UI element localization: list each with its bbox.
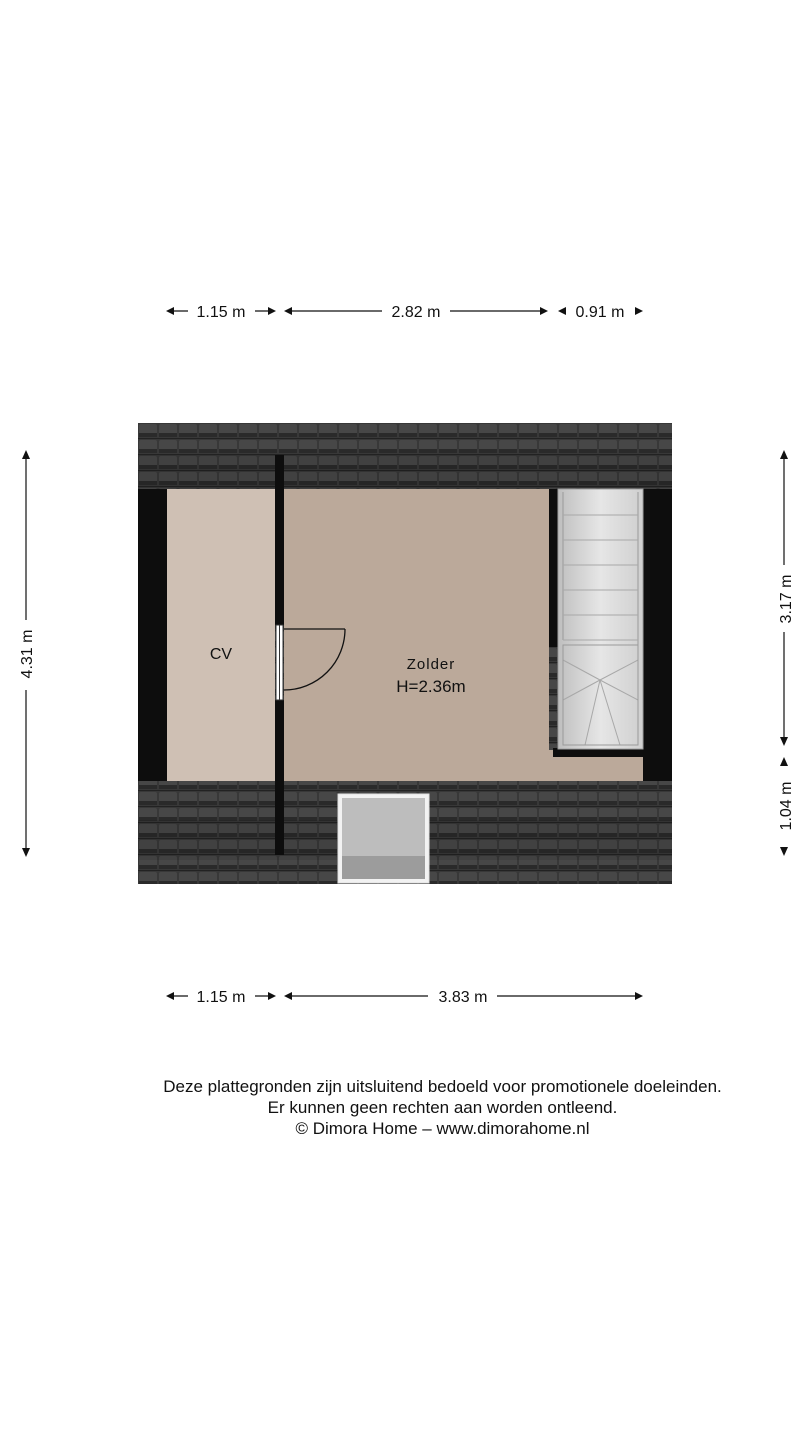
room-zolder — [284, 489, 549, 781]
disclaimer — [0, 1076, 810, 1139]
wall-partition-bottom — [275, 700, 284, 855]
wall-left — [138, 489, 167, 781]
wall-right — [643, 489, 672, 781]
dim-bottom-1: 1.15 m — [196, 989, 246, 1006]
room-label-zolder: Zolder — [406, 656, 456, 673]
room-label-cv: CV — [209, 646, 233, 663]
disclaimer-line-3: © Dimora Home – www.dimorahome.nl — [295, 1119, 590, 1138]
dimension-right — [778, 450, 795, 856]
room-height-zolder: H=2.36m — [396, 677, 466, 696]
room-cv — [167, 489, 275, 781]
dim-right-1: 3.17 m — [778, 574, 795, 624]
roof-plan — [138, 423, 672, 884]
wall-partition-top — [275, 455, 284, 625]
disclaimer-line-2: Er kunnen geen rechten aan worden ontleend. — [267, 1098, 618, 1117]
dim-top-1: 1.15 m — [196, 304, 246, 321]
dimension-top — [166, 304, 643, 321]
dim-top-2: 2.82 m — [391, 304, 441, 321]
staircase — [558, 489, 643, 749]
skylight — [338, 794, 429, 883]
dimension-bottom — [166, 989, 643, 1006]
dim-top-3: 0.91 m — [575, 304, 625, 321]
dim-right-2: 1.04 m — [778, 781, 795, 831]
dim-left-1: 4.31 m — [19, 629, 36, 679]
disclaimer-line-1: Deze plattegronden zijn uitsluitend bedoeld voor promotionele doeleinden. — [163, 1077, 722, 1096]
dim-bottom-2: 3.83 m — [438, 989, 488, 1006]
dimension-left — [19, 450, 36, 857]
